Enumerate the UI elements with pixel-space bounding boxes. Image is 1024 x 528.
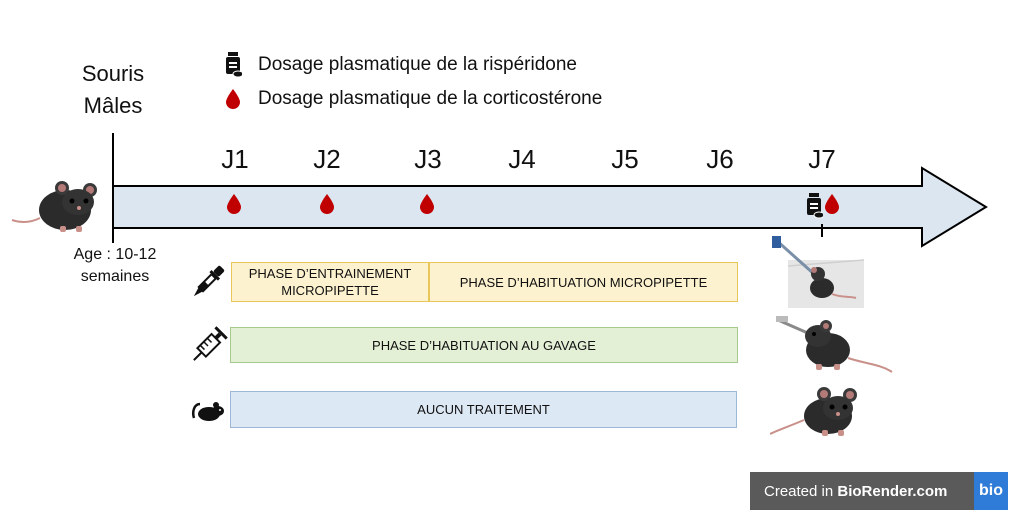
day-label-j2: J2 — [313, 144, 341, 174]
gavage-mouse-illustration — [776, 314, 894, 376]
legend-corticosterone-label: Dosage plasmatique de la corticostérone — [258, 88, 603, 109]
bottle-icon — [805, 193, 823, 219]
mouse-icon — [10, 180, 102, 236]
day-label-j4: J4 — [508, 144, 536, 174]
phase-no-treatment: AUCUN TRAITEMENT — [230, 391, 737, 428]
untreated-mouse-illustration — [770, 386, 862, 438]
watermark-prefix: Created in — [764, 482, 838, 500]
age-label — [60, 244, 170, 288]
age-line-1: Age : 10-12 — [73, 246, 157, 263]
legend-risperidone-label: Dosage plasmatique de la rispéridone — [258, 54, 577, 75]
phase-micropipette-training: PHASE D’ENTRAINEMENT MICROPIPETTE — [231, 262, 429, 302]
mouse-silhouette-icon — [190, 398, 226, 422]
watermark-text — [750, 483, 974, 500]
biorender-logo: bio — [974, 472, 1008, 510]
day-label-j6: J6 — [706, 144, 734, 174]
subject-line-1: Souris — [81, 61, 145, 86]
phase-gavage-habituation: PHASE D’HABITUATION AU GAVAGE — [230, 327, 738, 363]
dropper-icon — [188, 262, 228, 302]
timeline-arrow — [113, 168, 986, 246]
syringe-icon — [188, 326, 228, 366]
blood-drop-icon — [825, 194, 839, 214]
day-label-j5: J5 — [611, 144, 639, 174]
subject-line-2: Mâles — [83, 93, 143, 118]
watermark-brand: BioRender.com — [837, 482, 948, 500]
day-label-j7: J7 — [808, 144, 836, 174]
blood-drop-icon — [227, 194, 241, 214]
micropipette-mouse-illustration — [772, 236, 866, 310]
day-label-j3: J3 — [414, 144, 442, 174]
age-line-2: semaines — [80, 268, 150, 285]
biorender-watermark[interactable] — [750, 472, 1008, 510]
phase-micropipette-habituation: PHASE D’HABITUATION MICROPIPETTE — [429, 262, 738, 302]
day-label-j1: J1 — [221, 144, 249, 174]
blood-drop-icon — [320, 194, 334, 214]
blood-drop-icon — [420, 194, 434, 214]
